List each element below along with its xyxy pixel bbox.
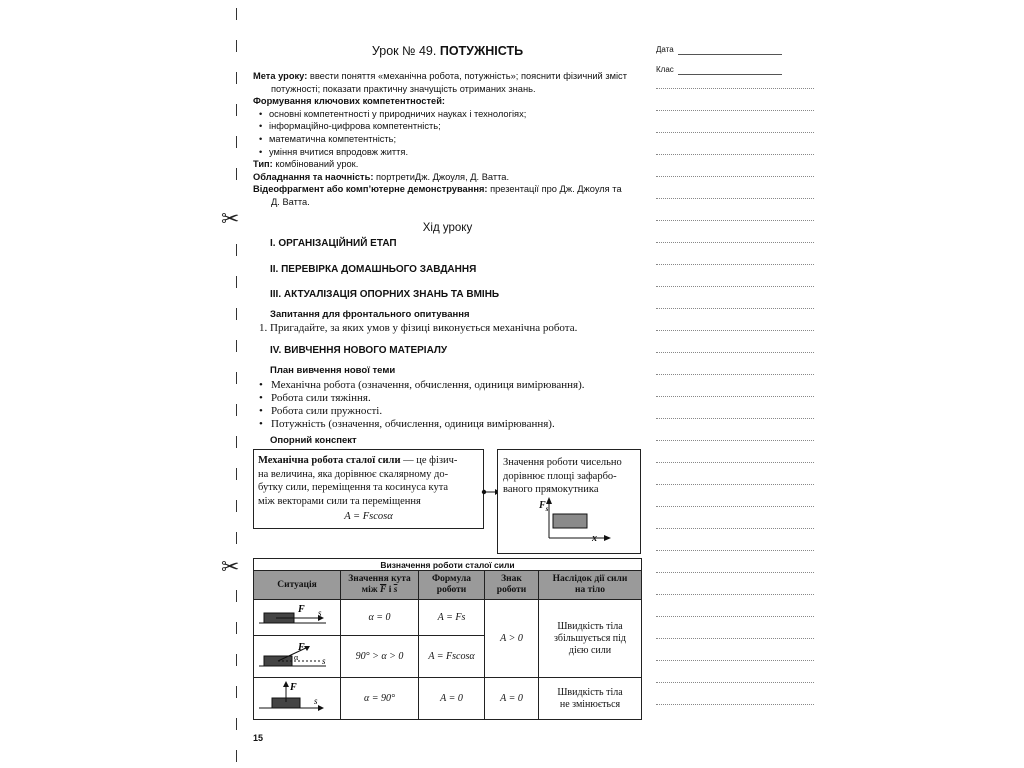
plan-title: План вивчення нової теми — [270, 365, 396, 376]
section-title: І. ОРГАНІЗАЦІЙНИЙ ЕТАП — [270, 238, 397, 249]
goal: Мета уроку: ввести поняття «механічна робота, потужність»; пояснити фізичний зміст — [253, 71, 627, 81]
class-field[interactable] — [678, 74, 782, 75]
lesson-topic: ПОТУЖНІСТЬ — [439, 44, 524, 58]
formula-cell: A = Fscosα — [419, 636, 485, 678]
list-item: • уміння вчитися впродовж життя. — [259, 146, 642, 159]
section-title: ІІ. ПЕРЕВІРКА ДОМАШНЬОГО ЗАВДАННЯ — [270, 264, 477, 275]
label-F: F — [290, 682, 297, 693]
formula-cell: A = 0 — [419, 678, 485, 720]
axis-label-x: x — [592, 533, 597, 544]
list-item: • Механічна робота (означення, обчислення, одиниця вимірювання). — [259, 379, 639, 392]
date-field[interactable] — [678, 54, 782, 55]
header-formula: Формула роботи — [419, 571, 485, 600]
header-angle: Значення кута між $\overline{F}$ і $\overline{s}$ — [341, 571, 419, 600]
situation-image — [254, 636, 341, 678]
table-row — [254, 678, 642, 720]
situation-image — [254, 678, 341, 720]
effect-cell: Швидкість тіла не змінюється — [539, 678, 642, 720]
table-header — [254, 571, 642, 600]
date-label: Дата — [656, 45, 674, 54]
course-heading: Хід уроку — [422, 222, 473, 234]
list-item: • Робота сили тяжіння. — [259, 392, 639, 405]
header-sign: Знак роботи — [485, 571, 539, 600]
formula: A = Fscosα — [344, 511, 393, 522]
list-item: • математична компетентність; — [259, 133, 642, 146]
label-alpha: α — [294, 653, 299, 662]
axis-label-y: $F_s$ — [539, 500, 549, 513]
force-perpendicular-diagram — [254, 678, 340, 716]
class-label: Клас — [656, 65, 674, 74]
header-situation: Ситуація — [254, 571, 341, 600]
header-effect: Наслідок дії сили на тіло — [539, 571, 642, 600]
label-s: s — [318, 608, 322, 618]
force-along-motion-diagram — [254, 600, 340, 632]
work-table — [253, 558, 642, 720]
sign-cell: A = 0 — [485, 678, 539, 720]
label-F: F — [298, 642, 305, 653]
list-item: • основні компетентності у природничих науках і технологіях; — [259, 108, 642, 121]
table-caption: Визначення роботи сталої сили — [254, 559, 642, 571]
label-s: s — [322, 656, 326, 666]
scissors-icon: ✂ — [221, 206, 240, 231]
table-row — [254, 600, 642, 636]
angle-cell: α = 90° — [341, 678, 419, 720]
definition-box: Механічна робота сталої сили — це фізич- на величина, яка дорівнює скалярному до- бутку сили, переміщення та косинуса кута між векторами сили та переміщення A = Fscosα — [253, 449, 484, 529]
effect-cell: Швидкість тіла збільшується під дією сили — [539, 600, 642, 678]
video: Відеофрагмент або комп’ютерне демонстрування: презентації про Дж. Джоуля та — [253, 184, 622, 195]
section-title: IV. ВИВЧЕННЯ НОВОГО МАТЕРІАЛУ — [270, 345, 448, 356]
angle-cell: α = 0 — [341, 600, 419, 636]
competences-title: Формування ключових компетентностей: — [253, 96, 446, 107]
situation-image — [254, 600, 341, 636]
lesson-title — [253, 44, 642, 58]
lesson-meta: Мета уроку: ввести поняття «механічна робота, потужність»; пояснити фізичний зміст потужності; показати практичну значущість отриманих знань. Формування ключових компетентностей: • основні компетентності у природничих науках і технологіях; • інформаційно-цифрова компетентність; • математична компетентність; • уміння вчитися впродовж життя. Тип: комбінований урок. Обладнання та наочність: портретиДж. Джоуля, Д. Ватта. Відеофрагмент або комп’ютерне демонстрування: презентації про Дж. Джоуля та Д. Ватта. — [253, 70, 642, 209]
lesson-number: Урок № 49. — [371, 44, 437, 58]
label-F: F — [298, 604, 305, 615]
force-angle-diagram — [254, 636, 340, 674]
equipment: Обладнання та наочність: портретиДж. Джоуля, Д. Ватта. — [253, 171, 510, 182]
shaded-rectangle — [553, 514, 587, 528]
notes-title: Опорний конспект — [270, 435, 357, 446]
plan-list — [259, 379, 639, 431]
formula-cell: A = Fs — [419, 600, 485, 636]
questions-title: Запитання для фронтального опитування — [270, 309, 470, 320]
list-item: • Потужність (означення, обчислення, одиниця вимірювання). — [259, 418, 639, 431]
lesson-type: Тип: комбінований урок. — [253, 159, 359, 170]
list-item: • Робота сили пружності. — [259, 405, 639, 418]
graph-box: Значення роботи чисельно дорівнює площі зафарбо- ваного прямокутника — [497, 449, 641, 554]
scissors-icon: ✂ — [221, 554, 240, 579]
page-number: 15 — [253, 733, 264, 743]
question: 1. Пригадайте, за яких умов у фізиці виконується механічна робота. — [259, 322, 578, 334]
sign-cell: A > 0 — [485, 600, 539, 678]
label-s: s — [314, 696, 318, 706]
section-title: ІІІ. АКТУАЛІЗАЦІЯ ОПОРНИХ ЗНАНЬ ТА ВМІНЬ — [270, 289, 500, 300]
angle-cell: 90° > α > 0 — [341, 636, 419, 678]
list-item: • інформаційно-цифрова компетентність; — [259, 120, 642, 133]
